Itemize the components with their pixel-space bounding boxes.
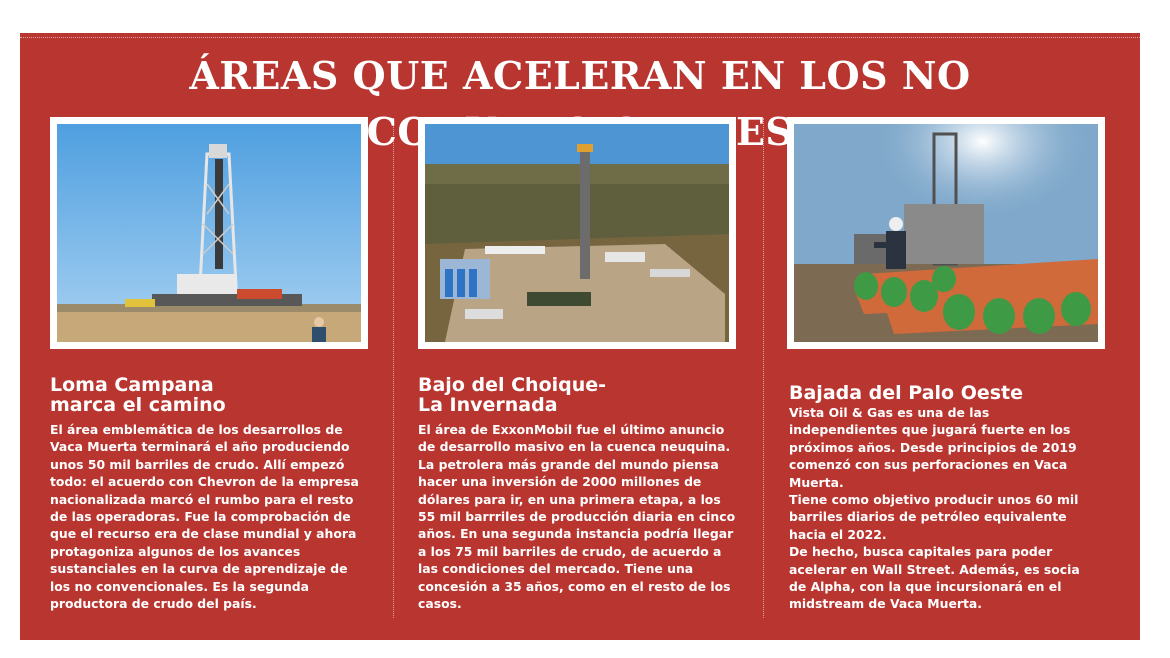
- photo-bajo-del-choique-aerial: [418, 117, 736, 349]
- column-1-heading: [50, 375, 226, 415]
- column-3-heading-line1: Bajada del Palo Oeste: [789, 382, 1024, 404]
- column-1-heading-line2: marca el camino: [50, 394, 226, 416]
- photo-bajada-del-palo-pipes: [787, 117, 1105, 349]
- column-2-heading-line1: Bajo del Choique-: [418, 374, 607, 396]
- column-1-paragraph: El área emblemática de los desarrollos de Vaca Muerta terminará el año produciendo unos 50 mil barriles de crudo. Allí empezó todo: el acuerdo con Chevron de la empresa nacionalizada marcó el rumbo para el resto de las operadoras. Fue la comprobación de que el recurso era de clase mundial y ahora protagoniza algunos de los avances sustanciales en la curva de aprendizaje de los no convencionales. Es la segunda productora de crudo del país.: [50, 422, 359, 612]
- column-3-heading: [789, 383, 1023, 403]
- drilling-rig-image: [57, 124, 361, 342]
- pipes-and-worker-image: [794, 124, 1098, 342]
- aerial-well-pad-image: [425, 124, 729, 342]
- column-3-body: [789, 404, 1089, 613]
- column-3-paragraph-3: De hecho, busca capitales para poder acelerar en Wall Street. Además, es socia de Alpha, con la que incursionará en el midstream de Vaca Muerta.: [789, 544, 1080, 612]
- column-2-heading-line2: La Invernada: [418, 394, 558, 416]
- top-dotted-divider: [20, 37, 1140, 38]
- column-divider-1: [393, 118, 394, 618]
- column-2-paragraph: El área de ExxonMobil fue el último anuncio de desarrollo masivo en la cuenca neuquina. La petrolera más grande del mundo piensa hacer una inversión de 2000 millones de dólares para ir, en una primera etapa, a los 55 mil barrriles de producción diaria en cinco años. En una segunda instancia podría llegar a los 75 mil barriles de crudo, de acuerdo a las condiciones del mercado. Tiene una concesión a 35 años, como en el resto de los casos.: [418, 422, 736, 612]
- column-1-heading-line1: Loma Campana: [50, 374, 214, 396]
- column-1-body: [50, 421, 368, 612]
- column-divider-2: [763, 118, 764, 618]
- page-title: ÁREAS QUE ACELERAN EN LOS NO: [189, 53, 971, 98]
- column-3-paragraph-1: Vista Oil & Gas es una de las independientes que jugará fuerte en los próximos años. Desde principios de 2019 comenzó con sus perforaciones en Vaca Muerta.: [789, 405, 1077, 490]
- column-3-paragraph-2: Tiene como objetivo producir unos 60 mil barriles diarios de petróleo equivalente hacia el 2022.: [789, 492, 1079, 542]
- column-2-heading: [418, 375, 606, 415]
- column-2-body: [418, 421, 736, 612]
- photo-loma-campana-rig: [50, 117, 368, 349]
